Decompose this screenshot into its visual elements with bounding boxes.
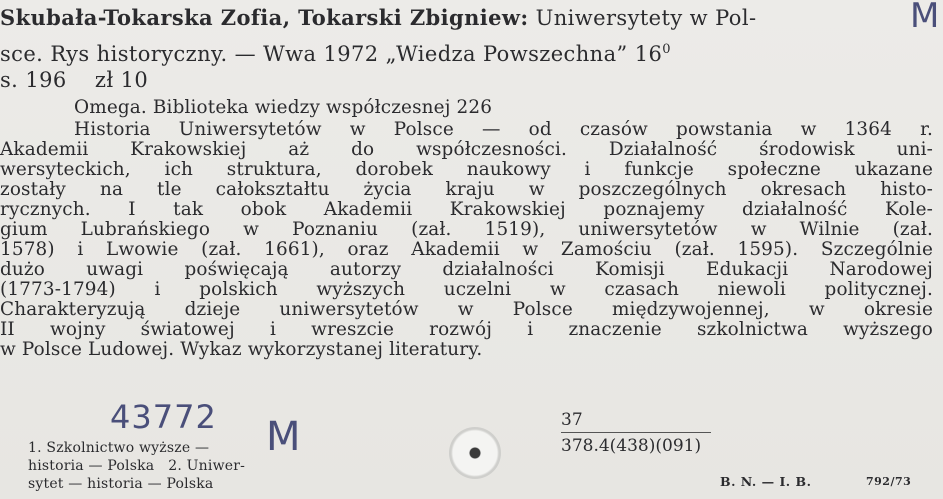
classification-divider <box>561 432 711 433</box>
abstract-line: Historia Uniwersytetów w Polsce — od czasów powstania w 1364 r. <box>74 119 933 140</box>
abstract-line: wersyteckich, ich struktura, dorobek naukowy i funkcje społeczne ukazane <box>0 159 933 180</box>
author-names: Skubała-Tokarska Zofia, Tokarski Zbigniew: <box>0 5 529 30</box>
footer-card-number: 792/73 <box>866 475 912 488</box>
format-superscript: 0 <box>662 42 671 57</box>
abstract-line: rycznych. I tak obok Akademii Krakowskiej poznajemy działalność Kole- <box>0 199 933 220</box>
abstract-line: gium Lubrańskiego w Poznaniu (zał. 1519), uniwersytetów w Wilnie (zał. <box>0 219 933 240</box>
classification-udc: 378.4(438)(091) <box>561 436 702 456</box>
series-statement: Omega. Biblioteka wiedzy współczesnej 226 <box>74 97 493 118</box>
subject-heading-line: sytet — historia — Polska <box>28 476 214 492</box>
abstract-line: dużo uwagi poświęcają autorzy działalności Komisji Edukacji Narodowej <box>0 259 933 280</box>
abstract-line: w Polsce Ludowej. Wykaz wykorzystanej literatury. <box>0 339 483 360</box>
heading-line-2 <box>0 38 671 66</box>
abstract-line: II wojny światowej i wreszcie rozwój i znaczenie szkolnictwa wyższego <box>0 319 933 340</box>
card-punch-hole <box>449 427 501 479</box>
handwritten-corner-letter: M <box>910 0 940 36</box>
abstract-line: Akademii Krakowskiej aż do współczesności. Działalność środowisk uni- <box>0 139 933 160</box>
abstract <box>0 120 933 360</box>
footer-source: B. N. — I. B. <box>720 474 812 489</box>
classification-top: 37 <box>561 410 583 430</box>
handwritten-call-number: 43772 <box>110 398 217 436</box>
title-start: Uniwersytety w Pol- <box>528 6 757 30</box>
title-publisher: sce. Rys historyczny. — Wwa 1972 „Wiedza Powszechna” 16 <box>0 42 663 66</box>
pages-price: s. 196 zł 10 <box>0 68 149 92</box>
handwritten-subject-letter: M <box>266 414 301 460</box>
subject-heading-line: 1. Szkolnictwo wyższe — <box>28 440 210 456</box>
abstract-line: 1578) i Lwowie (zał. 1661), oraz Akademii w Zamościu (zał. 1595). Szczególnie <box>0 239 933 260</box>
abstract-line: Charakteryzują dzieje uniwersytetów w Polsce międzywojennej, w okresie <box>0 299 933 320</box>
heading-line-1 <box>0 6 756 30</box>
abstract-line: (1773-1794) i polskich wyższych uczelni w czasach niewoli politycznej. <box>0 279 933 300</box>
subject-heading-line: historia — Polska 2. Uniwer- <box>28 458 246 474</box>
abstract-line: zostały na tle całokształtu życia kraju w poszczególnych okresach histo- <box>0 179 933 200</box>
